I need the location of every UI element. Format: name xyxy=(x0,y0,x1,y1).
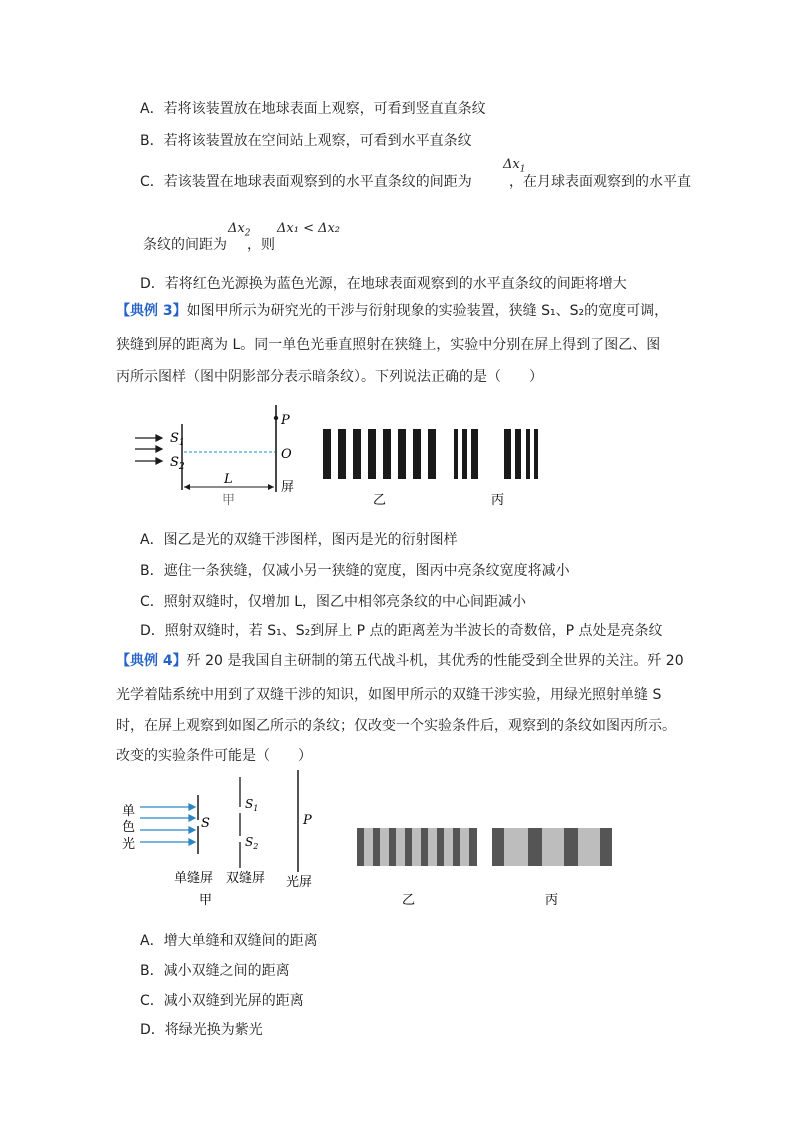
ex3-option-d: D．照射双缝时，若 S₁、S₂到屏上 P 点的距离差为半波长的奇数倍，P 点处是亮条纹 xyxy=(140,623,663,639)
dx1-formula: $\Delta x_1$ xyxy=(503,157,526,175)
ex3-line3: 丙所示图样（图中阴影部分表示暗条纹）。下列说法正确的是（ ） xyxy=(116,369,543,385)
option-a-prev: A．若将该装置放在地球表面上观察，可看到竖直直条纹 xyxy=(140,101,486,117)
ex3-tag: 【典例 3】 xyxy=(116,303,187,319)
option-c-line2: 条纹的间距为 xyxy=(143,237,227,253)
ex3-o-label: O xyxy=(281,447,292,462)
ex3-s1-label: $S_1$ xyxy=(170,431,185,448)
ex4-jia-label: 甲 xyxy=(199,893,213,908)
ex4-bing-band-4 xyxy=(600,828,612,866)
ex4-line4: 改变的实验条件可能是（ ） xyxy=(116,748,312,764)
ex4-single-label: 单缝屏 xyxy=(174,871,214,886)
ex4-yi-band-5 xyxy=(421,828,428,866)
ex3-l-label: L xyxy=(224,472,233,487)
ex3-option-c: C．照射双缝时，仅增加 L，图乙中相邻亮条纹的中心间距减小 xyxy=(140,594,527,610)
ex4-option-c: C．减小双缝到光屏的距离 xyxy=(140,993,304,1009)
ex4-mono-1: 单 xyxy=(122,804,136,819)
ex4-line1: 【典例 4】歼 20 是我国自主研制的第五代战斗机，其优秀的性能受到全世界的关注。歼 20 xyxy=(116,653,684,669)
ex4-yi-band-4 xyxy=(405,828,412,866)
option-c-then: ，则 xyxy=(247,237,275,253)
option-b-prev: B．若将该装置放在空间站上观察，可看到水平直条纹 xyxy=(140,133,472,149)
ex4-s2-label: $S_2$ xyxy=(245,835,259,851)
ex4-yi-band-7 xyxy=(453,828,460,866)
ex4-yi-band-1 xyxy=(357,828,364,866)
ex4-option-d: D．将绿光换为紫光 xyxy=(140,1022,263,1038)
ex4-line2: 光学着陆系统中用到了双缝干涉的知识，如图甲所示的双缝干涉实验，用绿光照射单缝 S xyxy=(116,687,662,703)
ex4-line3: 时，在屏上观察到如图乙所示的条纹；仅改变一个实验条件后，观察到的条纹如图丙所示。 xyxy=(116,718,676,734)
inequality-formula: Δx₁ < Δx₂ xyxy=(277,221,341,236)
ex4-yi-band-6 xyxy=(437,828,444,866)
ex4-double-label: 双缝屏 xyxy=(226,871,266,886)
ex4-option-a: A．增大单缝和双缝间的距离 xyxy=(140,933,318,949)
ex4-s1-label: $S_1$ xyxy=(245,797,259,813)
ex4-bing-band-3 xyxy=(564,828,578,866)
ex4-mono-2: 色 xyxy=(122,820,136,835)
ex3-option-b: B．遮住一条狭缝，仅减小另一狭缝的宽度，图丙中亮条纹宽度将减小 xyxy=(140,563,570,579)
option-d-prev: D．若将红色光源换为蓝色光源，在地球表面观察到的水平直条纹的间距将增大 xyxy=(140,276,627,292)
ex4-mono-3: 光 xyxy=(122,837,136,852)
ex3-screen-label: 屏 xyxy=(281,480,295,495)
ex3-option-a: A．图乙是光的双缝干涉图样，图丙是光的衍射图样 xyxy=(140,532,458,548)
ex3-yi-label: 乙 xyxy=(373,493,387,508)
ex3-jia-label: 甲 xyxy=(222,493,236,508)
ex3-p-label: P xyxy=(281,413,290,428)
ex4-arrows xyxy=(140,804,195,845)
ex3-s2-label: $S_2$ xyxy=(170,455,185,472)
ex4-bing-label: 丙 xyxy=(545,893,559,908)
ex4-yi-band-2 xyxy=(373,828,380,866)
ex4-option-b: B．减小双缝之间的距离 xyxy=(140,963,290,979)
ex4-tag: 【典例 4】 xyxy=(116,653,187,669)
ex4-s-label: S xyxy=(201,816,210,831)
ex4-yi-label: 乙 xyxy=(402,893,416,908)
dx2-formula: $\Delta x_2$ xyxy=(228,221,251,239)
ex4-p-label: P xyxy=(303,813,312,828)
ex4-bing-band-2 xyxy=(528,828,542,866)
ex4-yi-band-3 xyxy=(389,828,396,866)
ex3-bing-label: 丙 xyxy=(491,493,505,508)
option-c-text: C．若该装置在地球表面观察到的水平直条纹的间距为 xyxy=(140,174,472,190)
option-c-mid: ，在月球表面观察到的水平直 xyxy=(509,174,691,190)
ex3-line1: 【典例 3】如图甲所示为研究光的干涉与衍射现象的实验装置，狭缝 S₁、S₂的宽度可调， xyxy=(116,303,669,319)
ex4-bing-band-1 xyxy=(492,828,504,866)
ex4-yi-band-8 xyxy=(469,828,477,866)
ex4-bing-background xyxy=(492,828,612,866)
ex3-line2: 狭缝到屏的距离为 L。同一单色光垂直照射在狭缝上，实验中分别在屏上得到了图乙、图 xyxy=(116,337,661,353)
ex4-screen-label: 光屏 xyxy=(286,875,313,890)
